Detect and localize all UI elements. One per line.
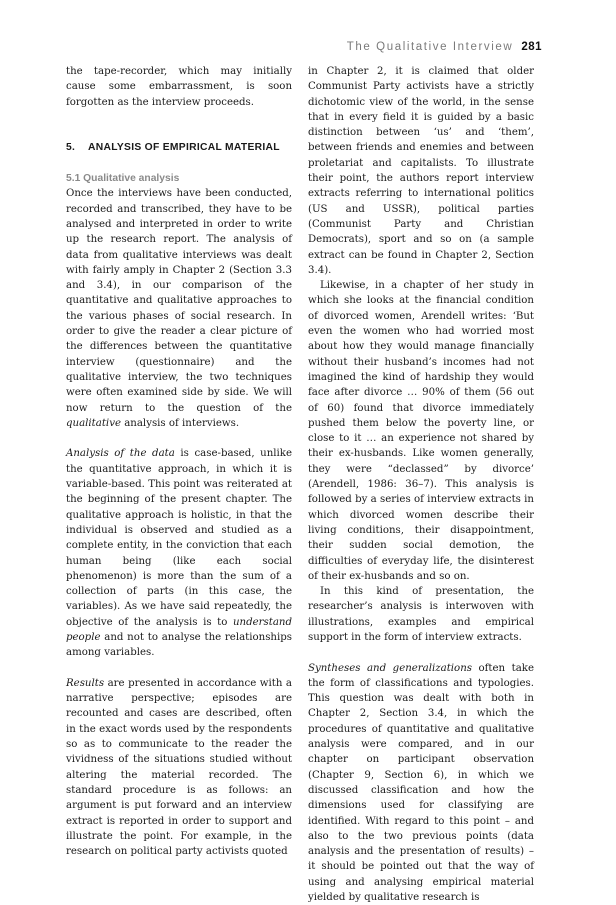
- section-number: 5.: [66, 142, 76, 154]
- paragraph: Results are presented in accordance with a narrative perspective; episodes are recounted and cases are described, often in the exact words used by the respondents so as to communicate to the reader the vividness of the situations studied without altering the material recorded. The standard procedure is as follows: an argument is put forward and an interview extract is reported in order to support and illustrate the point. For example, in the research on political party activists quoted: [66, 677, 292, 858]
- section-heading: [66, 140, 292, 155]
- paragraph: Likewise, in a chapter of her study in which she looks at the financial condition of divorced women, Arendell writes: ‘But even the women who had worried most about how they would manage financially without their husband’s incomes had not imagined the kind of hardship they would face after divorce … 90% of them (56 out of 60) found that divorce immediately pushed them below the poverty line, or close to it … an experience not shared by their ex-husbands. Like women generally, they were “declassed” by divorce’ (Arendell, 1986: 36–7). This analysis is followed by a series of interview extracts in which divorced women describe their living conditions, their disappointment, their sudden social demotion, the difficulties of everyday life, the disinterest of their ex-husbands and so on.: [308, 280, 534, 582]
- paragraph: In this kind of presentation, the researcher’s analysis is interwoven with illustrations, examples and empirical support in the form of interview extracts.: [308, 586, 534, 643]
- running-title: The Qualitative Interview: [346, 41, 514, 53]
- paragraph: Once the interviews have been conducted, recorded and transcribed, they have to be analysed and interpreted in order to write up the research report. The analysis of data from qualitative interviews was dealt with fairly amply in Chapter 2 (Section 3.3 and 3.4), in our comparison of the quantitative and qualitative approaches to the various phases of social research. In order to give the reader a clear picture of the differences between the quantitative interview (questionnaire) and the qualitative interview, the two techniques were often examined side by side. We will now return to the question of the qualitative analysis of interviews.: [66, 188, 292, 429]
- paragraph: in Chapter 2, it is claimed that older Communist Party activists have a strictly dichotomic view of the world, in the sense that in every field it is guided by a basic distinction between ‘us’ and ‘them’, between friends and enemies and between proletariat and capitalists. To illustrate their point, the authors report interview extracts referring to international politics (US and USSR), political parties (Communist Party and Christian Democrats), sport and so on (a sample extract can be found in Chapter 2, Section 3.4).: [308, 66, 534, 276]
- running-header: [347, 41, 542, 53]
- right-column: [308, 64, 534, 905]
- left-column: [66, 64, 292, 859]
- page-number: 281: [521, 41, 542, 53]
- paragraph: Analysis of the data is case-based, unlike the quantitative approach, in which it is variable-based. This point was reiterated at the beginning of the present chapter. The qualitative approach is holistic, in that the individual is observed and studied as a complete entity, in the conviction that each human being (like each social phenomenon) is more than the sum of a collection of parts (in this case, the variables). As we have said repeatedly, the objective of the analysis is to understand people and not to analyse the relationships among variables.: [66, 448, 292, 659]
- paragraph: the tape-recorder, which may initially cause some embarrassment, is soon forgotten as the interview proceeds.: [66, 66, 292, 108]
- section-title: ANALYSIS OF EMPIRICAL MATERIAL: [88, 142, 280, 154]
- subsection-heading: 5.1 Qualitative analysis: [66, 173, 180, 185]
- paragraph: Syntheses and generalizations often take the form of classifications and typologies. This question was dealt with both in Chapter 2, Section 3.4, in which the procedures of quantitative and qualitative analysis were compared, and in our chapter on participant observation (Chapter 9, Section 6), in which we discussed classification and how the dimensions used for classifying are identified. With regard to this point – and also to the two previous points (data analysis and the presentation of results) – it should be pointed out that the way of using and analysing empirical material yielded by qualitative research is: [308, 662, 534, 904]
